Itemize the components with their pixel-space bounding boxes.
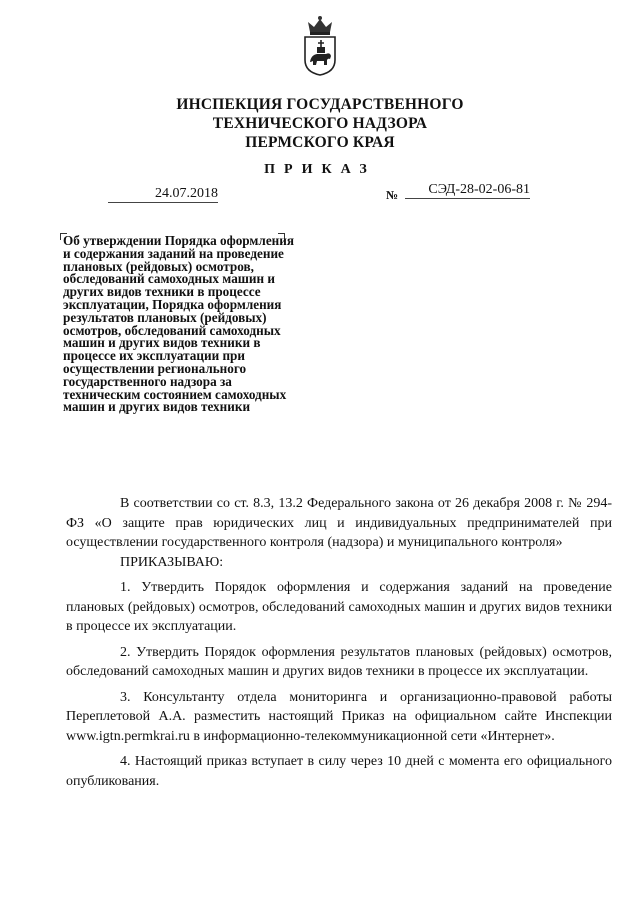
order-item-4: 4. Настоящий приказ вступает в силу через 10 дней с момента его официального опубликования. (66, 754, 612, 789)
order-item-2: 2. Утвердить Порядок оформления результатов плановых (рейдовых) осмотров, обследований самоходных машин и других видов техники в процессе их эксплуатации. (66, 644, 612, 679)
document-type: ПРИКАЗ (264, 162, 376, 177)
org-name-line-3: ПЕРМСКОГО КРАЯ (245, 134, 395, 151)
preamble: В соответствии со ст. 8.3, 13.2 Федерального закона от 26 декабря 2008 г. № 294-ФЗ «О защите прав юридических лиц и индивидуальных предпринимателей при осуществлении государственного контроля (надзора) и муниципального контроля» (66, 496, 612, 550)
document-date: 24.07.2018 (108, 185, 218, 203)
document-body (66, 494, 612, 791)
number-label: № (386, 188, 399, 202)
document-number: СЭД-28-02-06-81 (405, 181, 530, 199)
perm-krai-coat-of-arms-icon (302, 14, 338, 76)
org-name-line-1: ИНСПЕКЦИЯ ГОСУДАРСТВЕННОГО (176, 96, 464, 113)
document-subject: Об утверждении Порядка оформления и содержания заданий на проведение плановых (рейдовых) осмотров, обследований самоходных машин и других видов техники в процессе эксплуатации, Порядка оформления результатов плановых (рейдовых) осмотров, обследований самоходных машин и других видов техники в процессе их эксплуатации при осуществлении регионального государственного надзора за техническим состоянием самоходных машин и других видов техники (63, 233, 294, 415)
order-item-3: 3. Консультанту отдела мониторинга и организационно-правовой работы Переплетовой А.А. разместить настоящий Приказ на официальном сайте Инспекции www.igtn.permkrai.ru в информационно-телекоммуникационной сети «Интернет». (66, 689, 612, 744)
order-item-1: 1. Утвердить Порядок оформления и содержания заданий на проведение плановых (рейдовых) осмотров, обследований самоходных машин и других видов техники в процессе их эксплуатации. (66, 580, 612, 634)
command-word: ПРИКАЗЫВАЮ: (120, 554, 224, 570)
org-name-line-2: ТЕХНИЧЕСКОГО НАДЗОРА (212, 115, 428, 132)
